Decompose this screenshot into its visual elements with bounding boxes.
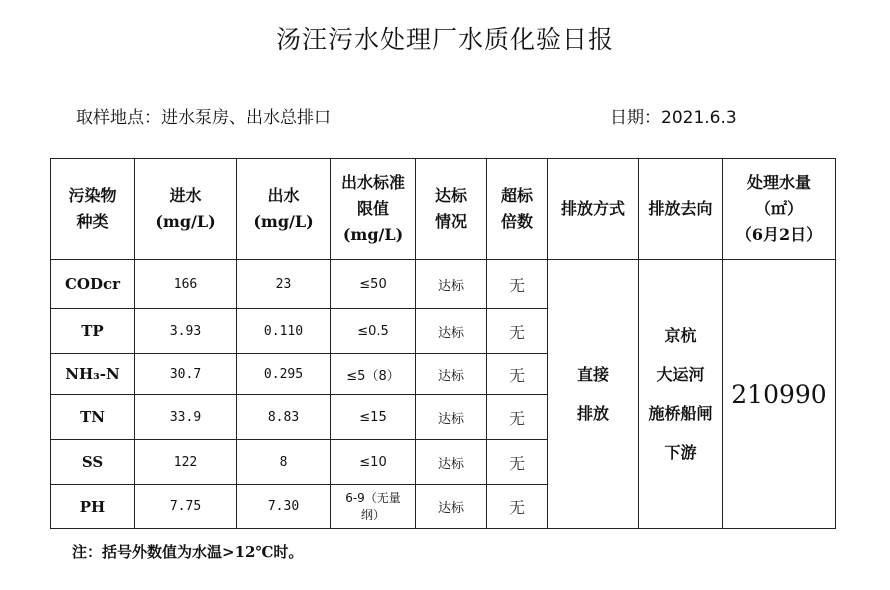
header-method: 排放方式 [548, 159, 639, 260]
status-cell: 达标 [416, 440, 487, 485]
pollutant-cell: NH₃-N [51, 354, 135, 395]
header-volume: 处理水量 （㎡） （6月2日） [723, 159, 836, 260]
sampling-location: 取样地点：进水泵房、出水总排口 [76, 108, 331, 128]
status-cell: 达标 [416, 395, 487, 440]
status-cell: 达标 [416, 260, 487, 309]
treated-volume-cell: 210990 [723, 260, 836, 529]
limit-cell: ≤15 [331, 395, 416, 440]
limit-cell: ≤5（8） [331, 354, 416, 395]
outflow-cell: 0.295 [237, 354, 331, 395]
pollutant-cell: TN [51, 395, 135, 440]
header-outflow: 出水 (mg/L) [237, 159, 331, 260]
inflow-cell: 166 [135, 260, 237, 309]
discharge-method-cell: 直接 排放 [548, 260, 639, 529]
water-quality-table [50, 158, 836, 529]
limit-cell: ≤50 [331, 260, 416, 309]
inflow-cell: 33.9 [135, 395, 237, 440]
inflow-cell: 7.75 [135, 485, 237, 529]
status-cell: 达标 [416, 309, 487, 354]
exceed-cell: 无 [487, 485, 548, 529]
limit-cell: ≤10 [331, 440, 416, 485]
header-destination: 排放去向 [639, 159, 723, 260]
outflow-cell: 7.30 [237, 485, 331, 529]
report-date: 日期：2021.6.3 [610, 108, 737, 128]
pollutant-cell: TP [51, 309, 135, 354]
outflow-cell: 8 [237, 440, 331, 485]
header-limit: 出水标准 限值 (mg/L) [331, 159, 416, 260]
inflow-cell: 30.7 [135, 354, 237, 395]
exceed-cell: 无 [487, 260, 548, 309]
outflow-cell: 23 [237, 260, 331, 309]
pollutant-cell: PH [51, 485, 135, 529]
header-row [51, 159, 836, 260]
status-cell: 达标 [416, 485, 487, 529]
report-title: 汤汪污水处理厂水质化验日报 [275, 25, 614, 54]
table-row [51, 260, 836, 309]
inflow-cell: 122 [135, 440, 237, 485]
header-pollutant: 污染物 种类 [51, 159, 135, 260]
exceed-cell: 无 [487, 309, 548, 354]
footnote: 注：括号外数值为水温>12℃时。 [72, 543, 304, 561]
header-exceed: 超标 倍数 [487, 159, 548, 260]
outflow-cell: 8.83 [237, 395, 331, 440]
outflow-cell: 0.110 [237, 309, 331, 354]
discharge-destination-cell: 京杭 大运河 施桥船闸 下游 [639, 260, 723, 529]
header-inflow: 进水 (mg/L) [135, 159, 237, 260]
exceed-cell: 无 [487, 354, 548, 395]
header-status: 达标 情况 [416, 159, 487, 260]
pollutant-cell: CODcr [51, 260, 135, 309]
exceed-cell: 无 [487, 395, 548, 440]
exceed-cell: 无 [487, 440, 548, 485]
status-cell: 达标 [416, 354, 487, 395]
limit-cell: ≤0.5 [331, 309, 416, 354]
pollutant-cell: SS [51, 440, 135, 485]
inflow-cell: 3.93 [135, 309, 237, 354]
limit-cell: 6-9（无量 纲） [331, 485, 416, 529]
